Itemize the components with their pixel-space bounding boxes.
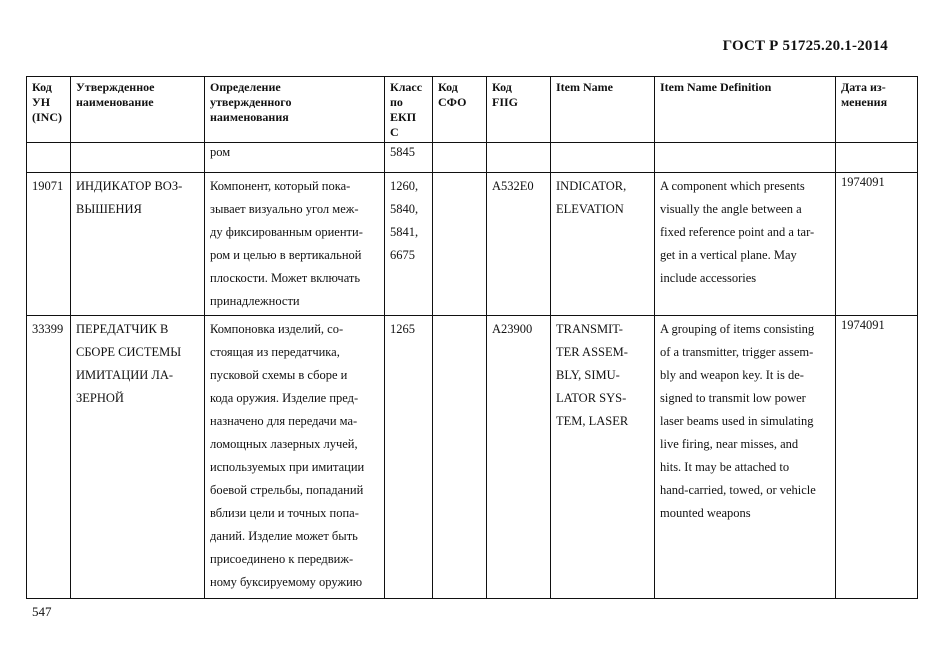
col-header-item-name: Item Name xyxy=(551,77,655,143)
cell-name xyxy=(71,143,205,173)
cell-sfo xyxy=(433,173,487,316)
cell-date: 1974091 xyxy=(836,173,918,316)
continuation-row xyxy=(27,143,918,173)
cell-class: 1260, 5840, 5841, 6675 xyxy=(385,173,433,316)
cell-name: ИНДИКАТОР ВОЗ- ВЫШЕНИЯ xyxy=(71,173,205,316)
col-header-approved-name: Утвержденное наименование xyxy=(71,77,205,143)
cell-fiig: A23900 xyxy=(487,316,551,599)
table-header-row xyxy=(27,77,918,143)
cell-item-name xyxy=(551,143,655,173)
cell-class: 5845 xyxy=(385,143,433,173)
cell-code xyxy=(27,143,71,173)
cell-definition: Компоновка изделий, со- стоящая из передатчика, пусковой схемы в сборе и кода оружия. Изделие пред- назначено для передачи ма- ломощных лазерных лучей, используемых при имитации боевой стрельбы, попаданий вблизи цели и точных попа- даний. Изделие может быть присоединено к передвиж- ному буксируемому оружию xyxy=(205,316,385,599)
cell-sfo xyxy=(433,143,487,173)
page-number: 547 xyxy=(32,604,52,619)
col-header-date: Дата из- менения xyxy=(836,77,918,143)
cell-definition: Компонент, который пока- зывает визуально угол меж- ду фиксированным ориенти- ром и целью в вертикальной плоскости. Может включать принадлежности xyxy=(205,173,385,316)
cell-date xyxy=(836,143,918,173)
col-header-code: Код УН (INC) xyxy=(27,77,71,143)
col-header-fiig: Код FIIG xyxy=(487,77,551,143)
cell-fiig: A532E0 xyxy=(487,173,551,316)
cell-sfo xyxy=(433,316,487,599)
col-header-item-definition: Item Name Definition xyxy=(655,77,836,143)
standard-designation: ГОСТ Р 51725.20.1-2014 xyxy=(722,38,888,54)
col-header-class: Класс по ЕКП С xyxy=(385,77,433,143)
col-header-sfo: Код СФО xyxy=(433,77,487,143)
cell-item-name: INDICATOR, ELEVATION xyxy=(551,173,655,316)
cell-item-name: TRANSMIT- TER ASSEM- BLY, SIMU- LATOR SYS- TEM, LASER xyxy=(551,316,655,599)
cell-item-definition: A component which presents visually the angle between a fixed reference point and a tar- get in a vertical plane. May include accessories xyxy=(655,173,836,316)
cell-class: 1265 xyxy=(385,316,433,599)
cell-code: 33399 xyxy=(27,316,71,599)
table-row xyxy=(27,173,918,316)
col-header-definition: Определение утвержденного наименования xyxy=(205,77,385,143)
cell-date: 1974091 xyxy=(836,316,918,599)
cell-item-definition xyxy=(655,143,836,173)
cell-name: ПЕРЕДАТЧИК В СБОРЕ СИСТЕМЫ ИМИТАЦИИ ЛА- ЗЕРНОЙ xyxy=(71,316,205,599)
cell-item-definition: A grouping of items consisting of a transmitter, trigger assem- bly and weapon key. It is de- signed to transmit low power laser beams used in simulating live firing, near misses, and hits. It may be attached to hand-carried, towed, or vehicle mounted weapons xyxy=(655,316,836,599)
table-row xyxy=(27,316,918,599)
items-table xyxy=(26,76,918,599)
cell-fiig xyxy=(487,143,551,173)
cell-definition: ром xyxy=(205,143,385,173)
cell-code: 19071 xyxy=(27,173,71,316)
